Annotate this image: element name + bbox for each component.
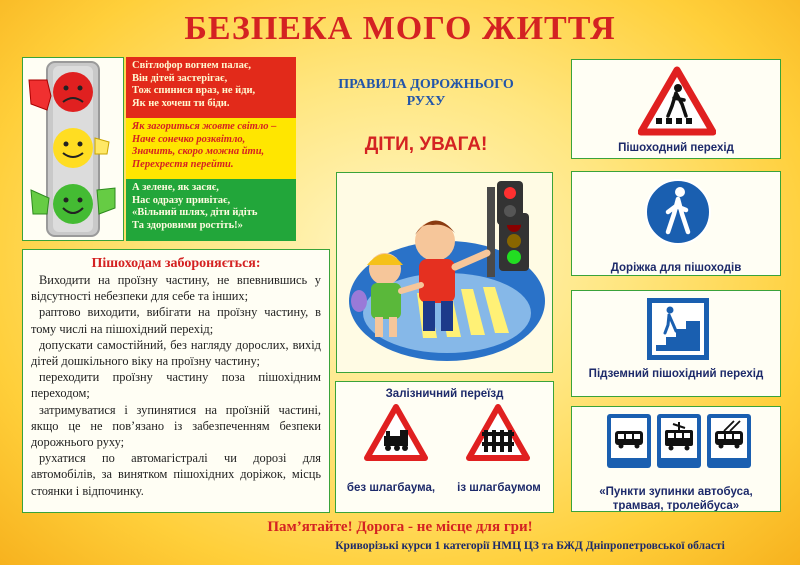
railway-with-label: із шлагбаумом bbox=[457, 482, 541, 494]
stops-sign-caption: «Пункти зупинки автобуса, трамвая, тролейбуса» bbox=[599, 486, 753, 512]
path-sign-caption: Доріжка для пішоходів bbox=[610, 262, 742, 274]
tram-stop-sign-icon bbox=[656, 413, 702, 469]
footer: Криворізькі курси 1 категорії НМЦ ЦЗ та БЖД Дніпропетровської області bbox=[335, 540, 725, 552]
list-item: Виходити на проїзну частину, не впевнившись у відсутності небезпеки для себе та інших; bbox=[31, 273, 321, 304]
poem-green: А зелене, як засяє, Нас одразу привітає, «Вільний шлях, діти йдіть Та здоровими ростіть!» bbox=[126, 179, 296, 241]
railway-title: Залізничний переїзд bbox=[385, 388, 504, 400]
stops-sign-panel bbox=[571, 406, 781, 512]
list-item: затримуватися і зупинятися на проїзній частині, якщо це не пов’язано із забезпеченням безпеки дорожнього руху; bbox=[31, 402, 321, 450]
underground-crossing-sign-icon bbox=[646, 297, 710, 361]
list-item: раптово виходити, вибігати на проїзну частину, в тому числі на пішохідний перехід; bbox=[31, 305, 321, 336]
list-item: допускати самостійний, без нагляду дорослих, вихід дітей дошкільного віку на проїзну частину; bbox=[31, 337, 321, 369]
pedestrian-crossing-sign-icon bbox=[638, 66, 716, 136]
page-title: БЕЗПЕКА МОГО ЖИТТЯ bbox=[184, 10, 616, 47]
crossing-sign-panel bbox=[571, 59, 781, 159]
rules-subtitle: ПРАВИЛА ДОРОЖНЬОГО РУХУ bbox=[338, 77, 514, 109]
traffic-light-panel bbox=[22, 57, 124, 241]
railway-panel bbox=[335, 381, 554, 513]
list-item: рухатися по автомагістралі чи дорозі для автомобілів, за винятком пішохідних доріжок, місць стоянки і відпочинку. bbox=[31, 451, 321, 498]
railway-without-label: без шлагбаума, bbox=[346, 482, 436, 494]
underpass-sign-caption: Підземний пішохідний перехід bbox=[588, 368, 764, 380]
attention-heading: ДІТИ, УВАГА! bbox=[364, 134, 488, 155]
prohibitions-list bbox=[23, 272, 329, 499]
path-sign-panel bbox=[571, 171, 781, 276]
railway-barrier-sign-icon bbox=[466, 404, 530, 462]
poem-yellow: Як загориться жовте світло – Наче сонечко розквітло, Значить, скоро можна йти, Перехрестя перейти. bbox=[126, 118, 296, 179]
slogan: Пам’ятайте! Дорога - не місце для гри! bbox=[267, 519, 533, 535]
underpass-sign-panel bbox=[571, 290, 781, 397]
poem-red: Світлофор вогнем палає, Він дітей застерігає, Тож спинися враз, не йди, Як не хочеш ти біди. bbox=[126, 57, 296, 118]
prohibitions-title: Пішоходам забороняється: bbox=[91, 256, 261, 271]
bus-stop-sign-icon bbox=[606, 413, 652, 469]
list-item: переходити проїзну частину поза пішохідним переходом; bbox=[31, 370, 321, 401]
children-crossing-icon bbox=[337, 173, 552, 372]
traffic-light-icon bbox=[23, 58, 123, 240]
children-illustration bbox=[336, 172, 553, 373]
prohibitions-panel bbox=[22, 249, 330, 513]
railway-no-barrier-sign-icon bbox=[364, 404, 428, 462]
crossing-sign-caption: Пішоходний перехід bbox=[618, 142, 734, 154]
pedestrian-path-sign-icon bbox=[644, 178, 712, 246]
trolleybus-stop-sign-icon bbox=[706, 413, 752, 469]
